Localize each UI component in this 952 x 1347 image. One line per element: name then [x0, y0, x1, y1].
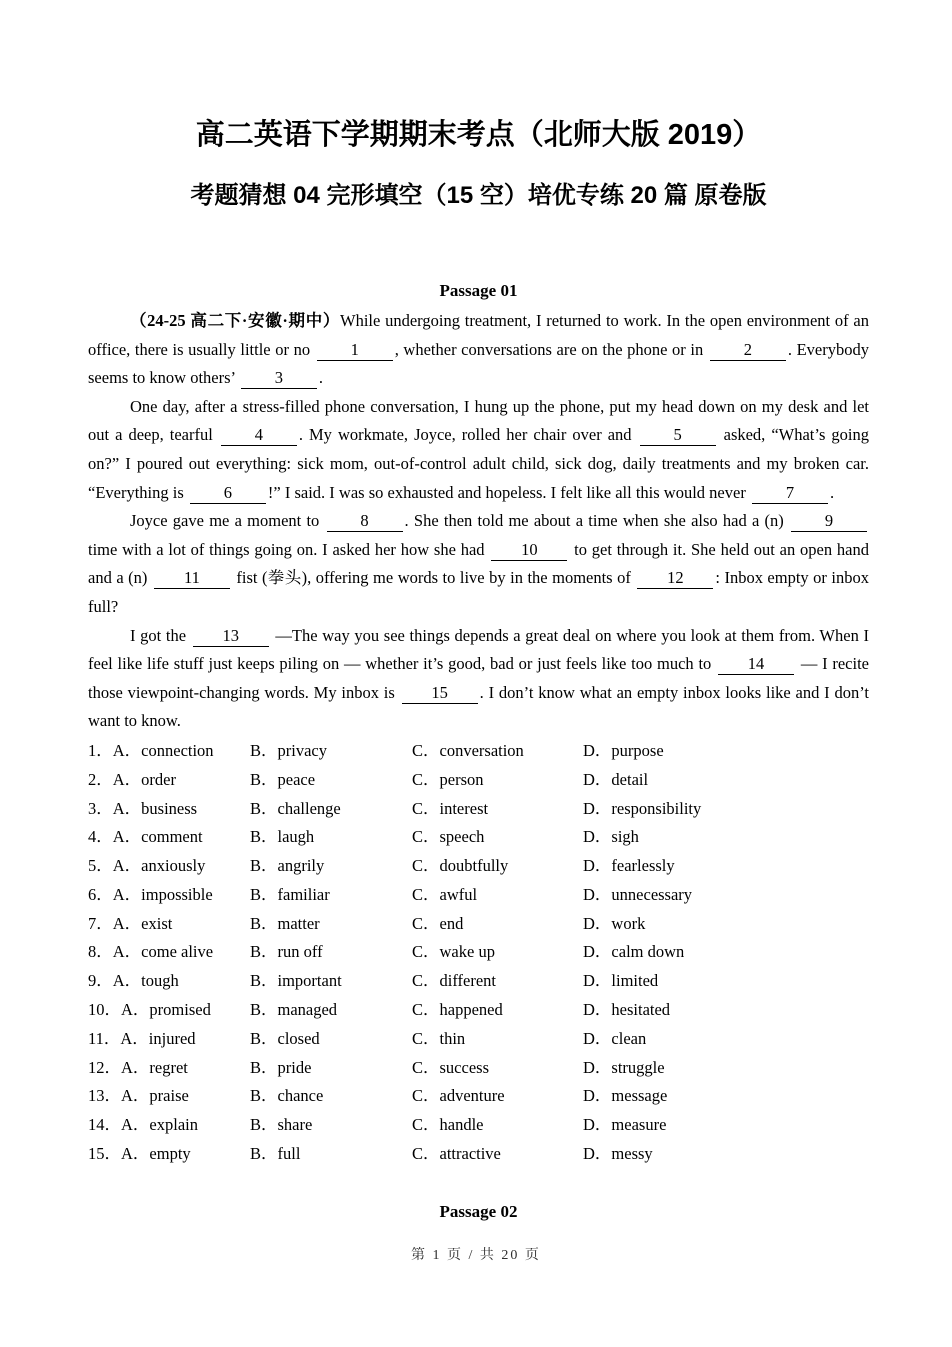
option-c — [412, 996, 583, 1025]
passage-paragraph — [88, 393, 869, 507]
question-options-list — [88, 737, 869, 1169]
passage-text: !” I said. I was so exhausted and hopeless. I felt like all this would never — [267, 482, 750, 502]
cloze-blank-8: 8 — [327, 511, 403, 532]
question-number: 4． — [88, 827, 113, 847]
option-c — [412, 967, 583, 996]
option-d — [583, 1140, 869, 1169]
passage-paragraph — [88, 622, 869, 736]
option-b — [250, 1082, 412, 1111]
option-label: D．sigh — [583, 827, 639, 847]
option-label: C．attractive — [412, 1144, 501, 1164]
option-c — [412, 881, 583, 910]
option-label: A．injured — [120, 1028, 196, 1048]
option-a — [88, 766, 250, 795]
option-label: A．anxiously — [112, 856, 206, 876]
question-number: 9． — [88, 971, 113, 991]
option-d — [583, 881, 869, 910]
question-row-9 — [88, 967, 869, 996]
option-c — [412, 1054, 583, 1083]
document-title: 高二英语下学期期末考点（北师大版 2019） — [195, 119, 762, 151]
question-row-15 — [88, 1140, 869, 1169]
option-d — [583, 766, 869, 795]
option-b — [250, 1111, 412, 1140]
question-number: 2． — [88, 769, 113, 789]
option-d — [583, 1054, 869, 1083]
option-b — [250, 938, 412, 967]
option-label: C．end — [412, 913, 464, 933]
question-number: 10． — [88, 1000, 121, 1020]
cloze-blank-11: 11 — [154, 568, 230, 589]
option-d — [583, 852, 869, 881]
passage-text: . — [318, 368, 324, 388]
passage-01-heading: Passage 01 — [439, 281, 518, 300]
cloze-blank-9: 9 — [791, 511, 867, 532]
option-label: C．adventure — [412, 1086, 505, 1106]
option-label: D．clean — [583, 1028, 647, 1048]
option-a — [88, 996, 250, 1025]
option-b — [250, 1054, 412, 1083]
option-label: B．full — [250, 1144, 301, 1164]
option-a — [88, 1054, 250, 1083]
option-label: C．wake up — [412, 942, 495, 962]
question-row-6 — [88, 881, 869, 910]
cloze-blank-14: 14 — [718, 654, 794, 675]
question-row-11 — [88, 1025, 869, 1054]
option-label: C．different — [412, 971, 497, 991]
option-label: A．come alive — [112, 942, 214, 962]
option-label: D．fearlessly — [583, 856, 675, 876]
option-c — [412, 823, 583, 852]
passage-02-heading: Passage 02 — [439, 1201, 518, 1221]
question-number: 6． — [88, 884, 113, 904]
option-a — [88, 910, 250, 939]
question-number: 8． — [88, 942, 113, 962]
option-c — [412, 1140, 583, 1169]
option-label: B．managed — [250, 1000, 338, 1020]
option-a — [88, 881, 250, 910]
option-b — [250, 1025, 412, 1054]
option-label: A．connection — [112, 740, 214, 760]
passage-text: . I don’t know what an empty inbox looks like and I don’t want to know. — [88, 682, 870, 731]
option-a — [88, 1111, 250, 1140]
option-label: D．measure — [583, 1115, 667, 1135]
question-row-10 — [88, 996, 869, 1025]
option-d — [583, 996, 869, 1025]
option-a — [88, 938, 250, 967]
option-d — [583, 910, 869, 939]
option-label: D．purpose — [583, 740, 664, 760]
option-label: A．praise — [121, 1086, 189, 1106]
question-number: 15． — [88, 1144, 121, 1164]
cloze-blank-6: 6 — [190, 483, 266, 504]
option-label: D．hesitated — [583, 1000, 671, 1020]
passage-text: to get through it. She held out an open hand and a (n) — [88, 539, 870, 588]
option-a — [88, 737, 250, 766]
option-b — [250, 852, 412, 881]
option-a — [88, 1082, 250, 1111]
option-label: C．thin — [412, 1028, 466, 1048]
option-c — [412, 938, 583, 967]
cloze-blank-13: 13 — [193, 626, 269, 647]
option-b — [250, 967, 412, 996]
passage-text: : Inbox empty or inbox full? — [88, 568, 870, 616]
option-c — [412, 1082, 583, 1111]
question-row-4 — [88, 823, 869, 852]
cloze-blank-2: 2 — [710, 340, 786, 361]
option-label: D．detail — [583, 769, 649, 789]
option-label: C．interest — [412, 798, 489, 818]
passage-text: . My workmate, Joyce, rolled her chair over and — [298, 425, 638, 445]
option-label: B．angrily — [250, 856, 325, 876]
option-c — [412, 1111, 583, 1140]
passage-text: —The way you see things depends a great deal on where you look at them from. When I feel like life stuff just keeps piling on — whether it’s good, bad or just feels like too much to — [88, 625, 869, 674]
option-a — [88, 852, 250, 881]
question-row-2 — [88, 766, 869, 795]
option-c — [412, 766, 583, 795]
option-a — [88, 967, 250, 996]
option-label: B．matter — [250, 913, 320, 933]
passage-text: One day, after a stress-filled phone conversation, I hung up the phone, put my head down on my desk and let out a deep, tearful — [88, 396, 869, 445]
option-c — [412, 737, 583, 766]
cloze-blank-5: 5 — [640, 425, 716, 446]
option-label: D．unnecessary — [583, 884, 693, 904]
passage-paragraph — [88, 507, 869, 621]
option-label: D．work — [583, 913, 646, 933]
option-d — [583, 737, 869, 766]
question-row-5 — [88, 852, 869, 881]
option-label: B．pride — [250, 1057, 312, 1077]
cloze-blank-10: 10 — [491, 540, 567, 561]
option-label: B．share — [250, 1115, 313, 1135]
passage-text: Joyce gave me a moment to — [130, 511, 325, 531]
question-number: 12． — [88, 1057, 121, 1077]
option-label: D．struggle — [583, 1057, 665, 1077]
option-d — [583, 795, 869, 824]
cloze-blank-12: 12 — [637, 568, 713, 589]
page-number-footer: 第 1 页 / 共 20 页 — [411, 1248, 541, 1263]
option-c — [412, 852, 583, 881]
passage-01-body — [88, 307, 869, 736]
option-label: C．awful — [412, 884, 478, 904]
option-label: A．exist — [112, 913, 173, 933]
cloze-blank-7: 7 — [752, 483, 828, 504]
option-label: B．chance — [250, 1086, 324, 1106]
cloze-blank-15: 15 — [402, 683, 478, 704]
option-label: B．important — [250, 971, 342, 991]
passage-text: While undergoing treatment, I returned to work. In the open environment of an office, there is usually little or no — [88, 311, 869, 359]
option-b — [250, 795, 412, 824]
option-label: D．responsibility — [583, 798, 702, 818]
option-label: A．tough — [112, 971, 179, 991]
option-label: B．closed — [250, 1028, 320, 1048]
option-label: B．challenge — [250, 798, 341, 818]
question-number: 1． — [88, 740, 113, 760]
option-a — [88, 795, 250, 824]
option-c — [412, 1025, 583, 1054]
option-label: A．business — [112, 798, 198, 818]
option-label: B．privacy — [250, 740, 327, 760]
option-label: A．promised — [121, 1000, 211, 1020]
question-row-7 — [88, 910, 869, 939]
document-subtitle: 考题猜想 04 完形填空（15 空）培优专练 20 篇 原卷版 — [190, 182, 767, 209]
question-row-14 — [88, 1111, 869, 1140]
option-label: D．message — [583, 1086, 668, 1106]
option-b — [250, 766, 412, 795]
question-number: 3． — [88, 798, 113, 818]
option-d — [583, 823, 869, 852]
cloze-blank-3: 3 — [241, 368, 317, 389]
passage-text: time with a lot of things going on. I asked her how she had — [88, 539, 490, 559]
option-label: C．happened — [412, 1000, 503, 1020]
passage-paragraph — [88, 307, 869, 393]
option-label: C．success — [412, 1057, 489, 1077]
option-d — [583, 1025, 869, 1054]
option-d — [583, 938, 869, 967]
passage-text: fist (拳头), offering me words to live by in the moments of — [231, 568, 636, 588]
option-label: B．peace — [250, 769, 316, 789]
passage-text: . — [829, 482, 835, 502]
option-a — [88, 1140, 250, 1169]
option-label: C．handle — [412, 1115, 484, 1135]
option-label: C．person — [412, 769, 484, 789]
option-label: C．doubtfully — [412, 856, 509, 876]
question-row-1 — [88, 737, 869, 766]
option-label: D．messy — [583, 1144, 653, 1164]
option-c — [412, 910, 583, 939]
question-row-3 — [88, 795, 869, 824]
option-label: A．comment — [112, 827, 203, 847]
cloze-blank-4: 4 — [221, 425, 297, 446]
option-label: D．calm down — [583, 942, 685, 962]
option-label: A．explain — [121, 1115, 198, 1135]
option-b — [250, 823, 412, 852]
passage-text: . She then told me about a time when she also had a (n) — [404, 511, 789, 531]
question-row-12 — [88, 1054, 869, 1083]
option-a — [88, 823, 250, 852]
cloze-blank-1: 1 — [317, 340, 393, 361]
option-label: B．familiar — [250, 884, 330, 904]
option-label: C．conversation — [412, 740, 524, 760]
option-label: B．laugh — [250, 827, 315, 847]
option-label: C．speech — [412, 827, 485, 847]
option-b — [250, 996, 412, 1025]
option-d — [583, 967, 869, 996]
question-row-13 — [88, 1082, 869, 1111]
option-d — [583, 1111, 869, 1140]
option-label: A．order — [112, 769, 176, 789]
passage-text: — I recite those viewpoint-changing words. My inbox is — [88, 654, 869, 702]
option-d — [583, 1082, 869, 1111]
question-number: 14． — [88, 1115, 121, 1135]
option-label: A．empty — [121, 1144, 191, 1164]
option-b — [250, 910, 412, 939]
question-row-8 — [88, 938, 869, 967]
option-c — [412, 795, 583, 824]
question-number: 7． — [88, 913, 113, 933]
passage-text: . Everybody seems to know others’ — [88, 339, 869, 388]
question-number: 13． — [88, 1086, 121, 1106]
passage-text: asked, “What’s going on?” I poured out everything: sick mom, out-of-control adult child, sick dog, daily treatments and my broken car. “Everything is — [88, 425, 870, 502]
option-b — [250, 737, 412, 766]
option-label: B．run off — [250, 942, 323, 962]
option-b — [250, 1140, 412, 1169]
option-label: D．limited — [583, 971, 659, 991]
option-label: A．regret — [121, 1057, 188, 1077]
passage-text: （24-25 高二下·安徽·期中） — [130, 311, 340, 330]
option-label: A．impossible — [112, 884, 213, 904]
question-number: 5． — [88, 856, 113, 876]
option-b — [250, 881, 412, 910]
passage-text: , whether conversations are on the phone or in — [394, 339, 708, 359]
option-a — [88, 1025, 250, 1054]
passage-text: I got the — [130, 625, 191, 645]
question-number: 11． — [88, 1028, 121, 1048]
